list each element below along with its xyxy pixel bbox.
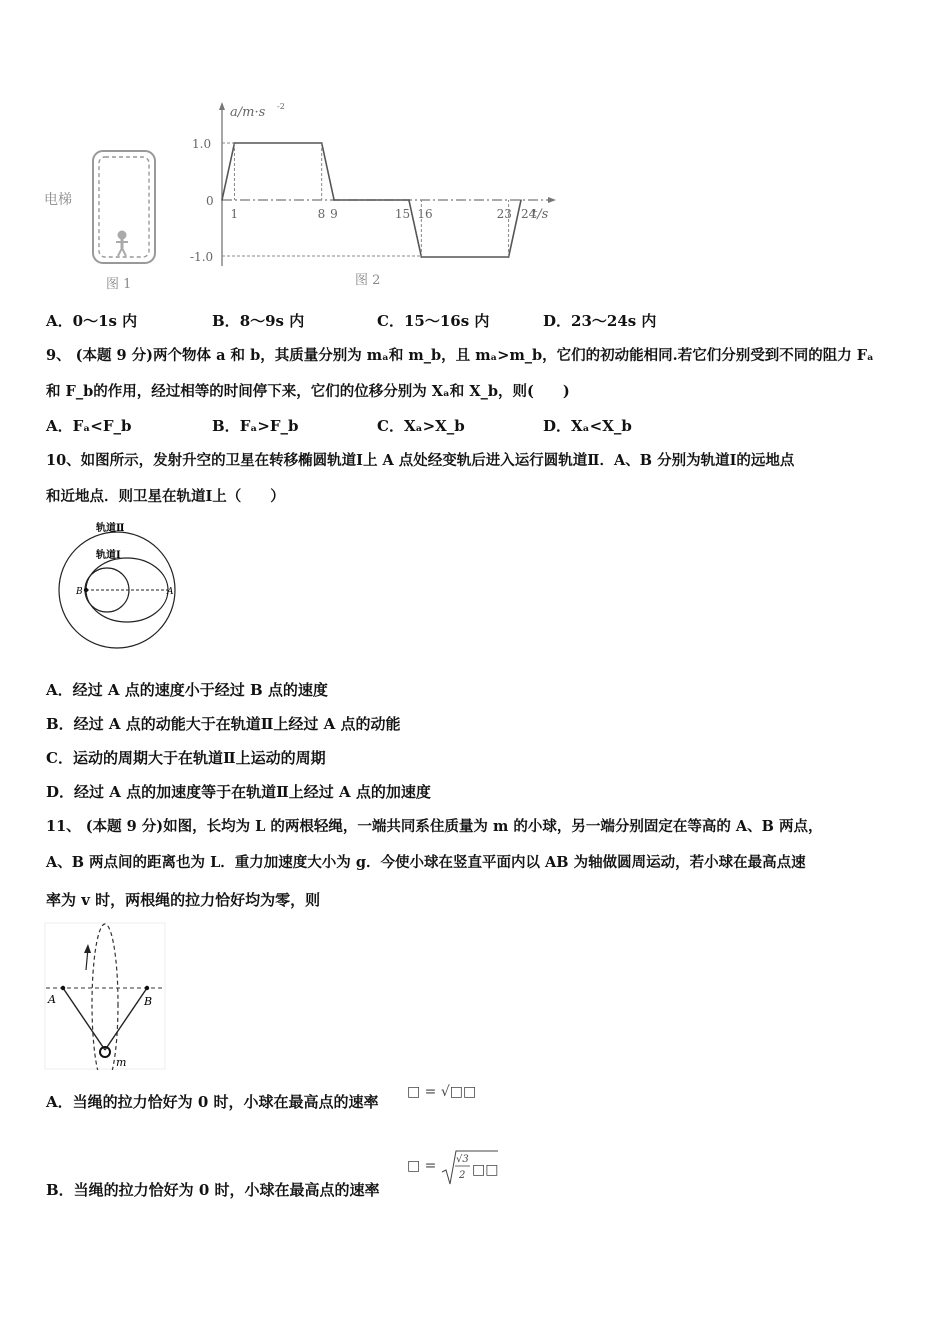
person-icon: [116, 231, 128, 256]
option-letter: C．: [377, 417, 404, 435]
elevator-label: 电梯: [44, 192, 72, 208]
data-point: [234, 142, 236, 144]
label-a: A: [48, 993, 56, 1006]
fig1-caption: 图 1: [106, 277, 132, 292]
option-text: Xₐ<X_b: [571, 417, 632, 435]
option-text: 15～16s 内: [403, 312, 490, 330]
option-text: Fₐ>F_b: [239, 417, 299, 435]
q10-stem-line2: 和近地点．则卫星在轨道Ⅰ上（ ）: [46, 488, 285, 505]
q8-option-b[interactable]: [212, 311, 304, 331]
point-b-dot: [145, 986, 149, 990]
x-axis-arrow: [548, 197, 556, 203]
q10-option-c[interactable]: C．运动的周期大于在轨道Ⅱ上运动的周期: [46, 749, 326, 767]
q11-option-b[interactable]: [46, 1180, 380, 1200]
option-letter: D．: [543, 312, 572, 330]
point-a-dot: [61, 986, 65, 990]
x-tick-label: 16: [417, 207, 433, 221]
q10-stem-line1: 10、如图所示，发射升空的卫星在转移椭圆轨道Ⅰ上 A 点处经变轨后进入运行圆轨道Ⅱ．A、B 分别为轨道Ⅰ的远地点: [46, 452, 795, 469]
q11-option-b-formula-lhs: □ =: [407, 1158, 437, 1174]
q9-stem-line2: 和 F_b的作用，经过相等的时间停下来，它们的位移分别为 Xₐ和 X_b，则( ): [46, 383, 570, 400]
q9-option-c[interactable]: [377, 416, 465, 436]
q11-option-a[interactable]: [46, 1092, 379, 1112]
y-axis-exponent: -2: [277, 102, 285, 111]
option-letter: B．: [212, 312, 240, 330]
data-point: [333, 199, 335, 201]
q11-option-b-radical: [440, 1148, 502, 1188]
option-text: Xₐ>X_b: [403, 417, 465, 435]
q8-option-d[interactable]: [543, 311, 656, 331]
point-a-label: A: [167, 587, 174, 597]
q10-option-d[interactable]: D．经过 A 点的加速度等于在轨道Ⅱ上经过 A 点的加速度: [46, 783, 431, 801]
option-letter: B．: [212, 417, 240, 435]
elevator-box: [93, 151, 155, 263]
option-text: B．当绳的拉力恰好为 0 时，小球在最高点的速率: [46, 1181, 380, 1199]
frac-denominator: 2: [459, 1170, 466, 1181]
orbit-figure: [44, 518, 184, 650]
option-text: A．当绳的拉力恰好为 0 时，小球在最高点的速率: [46, 1093, 379, 1111]
option-text: 23～24s 内: [571, 312, 657, 330]
q11-stem-line3: 率为 v 时，两根绳的拉力恰好均为零，则: [46, 891, 321, 909]
y-tick-label: 0: [206, 194, 214, 208]
x-tick-label: 24: [521, 207, 537, 221]
data-point: [508, 256, 510, 258]
x-tick-label: 8: [317, 207, 326, 221]
frac-numerator: √3: [456, 1154, 469, 1165]
q9-option-b[interactable]: [212, 416, 299, 436]
orbit2-label: 轨道Ⅱ: [96, 523, 125, 534]
x-tick-label: 15: [394, 207, 411, 221]
data-point: [321, 142, 323, 144]
option-letter: A．: [46, 417, 73, 435]
y-axis-arrow: [219, 102, 225, 110]
y-tick-label: 1.0: [192, 137, 212, 151]
data-point: [408, 199, 410, 201]
x-tick-label: 1: [230, 207, 239, 221]
elevator-figure: [40, 96, 580, 296]
q9-option-d[interactable]: [543, 416, 632, 436]
rotation-arrow-icon: [84, 944, 91, 953]
option-text: 0～1s 内: [72, 312, 138, 330]
q9-stem-line1: 9、 (本题 9 分)两个物体 a 和 b，其质量分别为 mₐ和 m_b，且 mₐ>m_b，它们的初动能相同.若它们分别受到不同的阻力 Fₐ: [46, 347, 874, 364]
q11-stem-line1: 11、 (本题 9 分)如图，长均为 L 的两根轻绳，一端共同系住质量为 m 的小球，另一端分别固定在等高的 A、B 两点，: [46, 818, 823, 835]
point-b-dot: [84, 588, 88, 592]
rope-b: [105, 988, 147, 1050]
option-text: 8～9s 内: [239, 312, 305, 330]
q9-option-a[interactable]: [46, 416, 131, 436]
rope-figure: [44, 922, 166, 1070]
x-tick-label: 23: [496, 207, 512, 221]
formula-tail: □□: [472, 1162, 499, 1178]
q8-option-c[interactable]: [377, 311, 489, 331]
ball-icon: [100, 1047, 110, 1057]
y-axis-label: a/m·s: [230, 105, 266, 120]
q11-stem-line2: A、B 两点间的距离也为 L．重力加速度大小为 g．今使小球在竖直平面内以 AB 为轴做圆周运动，若小球在最高点速: [46, 854, 806, 871]
orbit1-label: 轨道Ⅰ: [96, 550, 121, 561]
option-letter: D．: [543, 417, 572, 435]
data-point: [520, 199, 522, 201]
data-point: [221, 199, 223, 201]
q8-option-a[interactable]: [46, 311, 137, 331]
x-tick-label: 9: [330, 207, 338, 221]
fig2-caption: 图 2: [355, 273, 381, 288]
x-axis-label: t/s: [532, 207, 549, 222]
option-text: Fₐ<F_b: [72, 417, 132, 435]
y-tick-label: -1.0: [190, 250, 214, 264]
point-b-label: B: [76, 587, 83, 597]
label-b: B: [144, 995, 153, 1008]
at-graph: [190, 102, 556, 288]
option-letter: A．: [46, 312, 73, 330]
rope-a: [63, 988, 105, 1050]
data-point: [421, 256, 423, 258]
circular-path: [92, 924, 118, 1070]
q11-option-a-formula: □ = √□□: [407, 1084, 477, 1100]
q10-option-a[interactable]: A．经过 A 点的速度小于经过 B 点的速度: [46, 681, 328, 699]
label-m: m: [116, 1056, 127, 1069]
option-letter: C．: [377, 312, 404, 330]
q10-option-b[interactable]: B．经过 A 点的动能大于在轨道Ⅱ上经过 A 点的动能: [46, 715, 401, 733]
